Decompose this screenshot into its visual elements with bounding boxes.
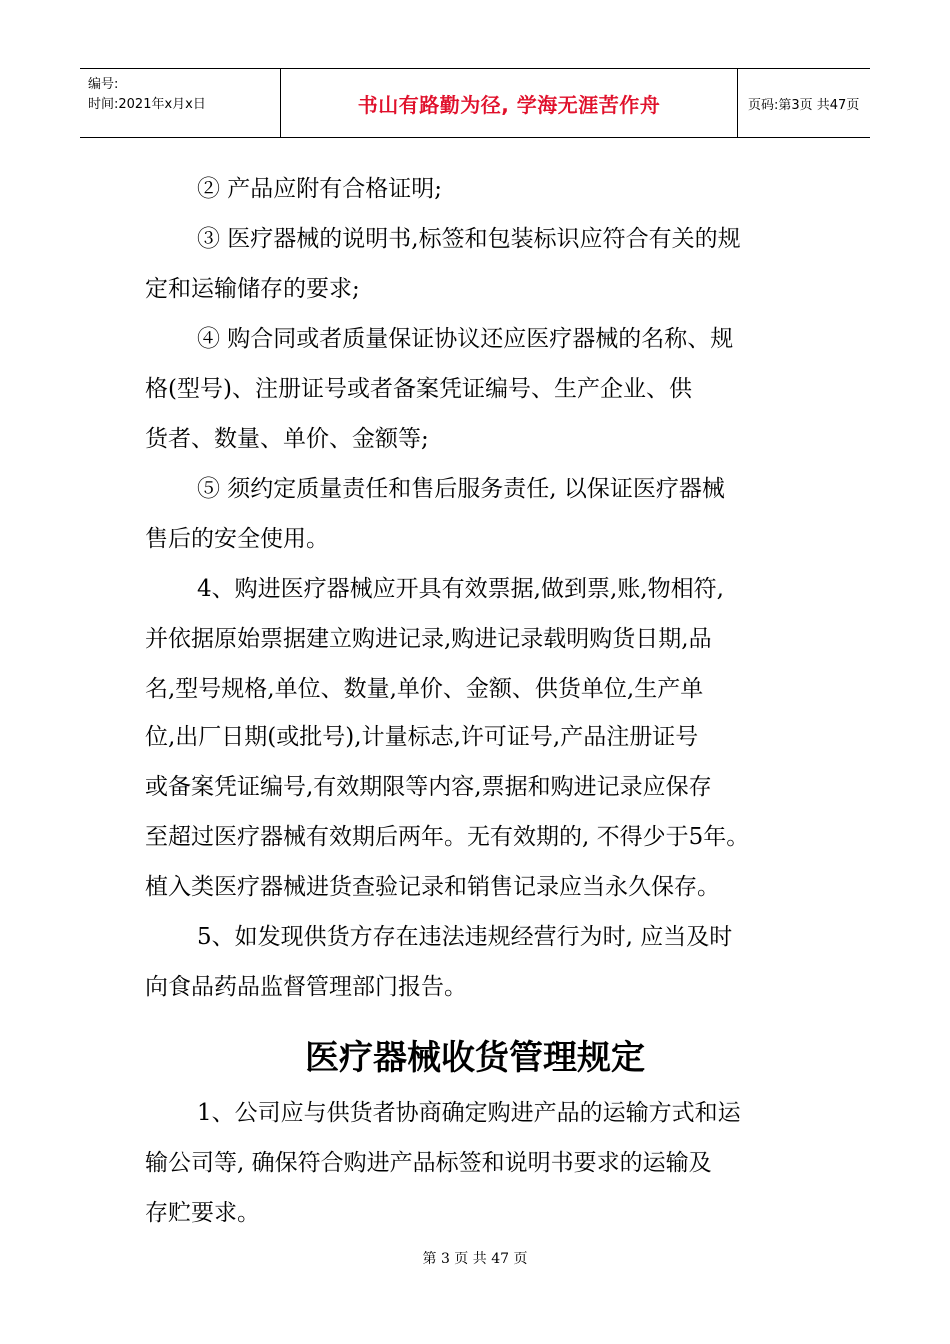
body-line: ② 产品应附有合格证明; [197, 176, 443, 202]
body-line: 售后的安全使用。 [145, 526, 329, 552]
header-page-cell [736, 69, 870, 137]
body-line: 位,出厂日期(或批号),计量标志,许可证号,产品注册证号 [145, 724, 699, 750]
body-line: 名,型号规格,单位、数量,单价、金额、供货单位,生产单 [145, 676, 704, 702]
body-line: 至超过医疗器械有效期后两年。无有效期的, 不得少于5年。 [145, 824, 750, 850]
body-line: 或备案凭证编号,有效期限等内容,票据和购进记录应保存 [145, 774, 712, 800]
section-line: 存贮要求。 [145, 1200, 260, 1226]
body-line: 并依据原始票据建立购进记录,购进记录载明购货日期,品 [145, 626, 712, 652]
document-time-label: 时间:2021年x月x日 [88, 97, 206, 112]
page-header [80, 68, 870, 138]
section-heading: 医疗器械收货管理规定 [305, 1038, 645, 1078]
body-line: ④ 购合同或者质量保证协议还应医疗器械的名称、规 [197, 326, 734, 352]
page-footer: 第 3 页 共 47 页 [422, 1251, 528, 1267]
body-line: 定和运输储存的要求; [145, 276, 360, 302]
section-line: 1、公司应与供货者协商确定购进产品的运输方式和运 [197, 1100, 741, 1126]
body-line: 植入类医疗器械进货查验记录和销售记录应当永久保存。 [145, 874, 720, 900]
header-page-info: 页码:第3页 共47页 [748, 97, 860, 113]
header-motto: 书山有路勤为径, 学海无涯苦作舟 [357, 92, 661, 117]
document-number-label: 编号: [88, 77, 119, 92]
section-line: 输公司等, 确保符合购进产品标签和说明书要求的运输及 [145, 1150, 712, 1176]
body-line: ⑤ 须约定质量责任和售后服务责任, 以保证医疗器械 [197, 476, 725, 502]
body-line: ③ 医疗器械的说明书,标签和包装标识应符合有关的规 [197, 226, 741, 252]
header-motto-cell [280, 69, 738, 137]
body-line: 5、如发现供货方存在违法违规经营行为时, 应当及时 [197, 924, 733, 950]
body-line: 向食品药品监督管理部门报告。 [145, 974, 467, 1000]
header-meta-cell [80, 69, 280, 137]
body-line: 格(型号)、注册证号或者备案凭证编号、生产企业、供 [145, 376, 692, 402]
body-line: 4、购进医疗器械应开具有效票据,做到票,账,物相符, [197, 576, 724, 602]
body-line: 货者、数量、单价、金额等; [145, 426, 429, 452]
